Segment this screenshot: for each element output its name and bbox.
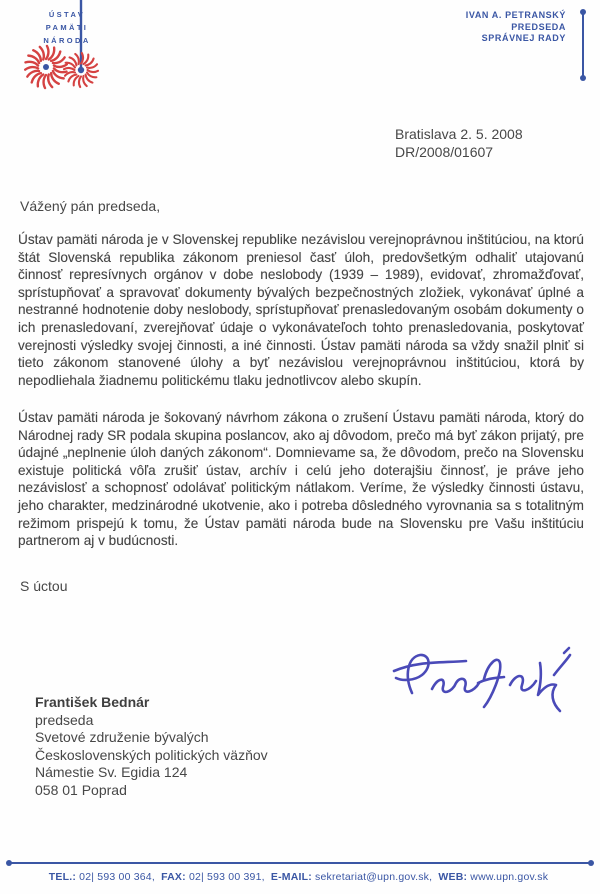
sender-address-block <box>35 694 268 800</box>
letter-paragraph-1: Ústav pamäti národa je v Slovenskej republike nezávislou verejnoprávnou inštitúciou, na ktorú štát Slovenská republika zákonom preniesol časť úloh, predovšetkým odhaliť utajovanú činnosť represívnych orgánov v dobe neslobody (1939 – 1989), evidovať, zhromažďovať, sprístupňovať a spravovať dokumenty bývalých bezpečnostných zložiek, vykonávať úplné a nestranné hodnotenie doby neslobody, sprístupňovať prenasledovaným osobám dokumenty o ich prenasledovaní, zverejňovať údaje o vykonávateľoch tohto prenasledovania, poskytovať verejnosti výsledky svojej činnosti, a iné činnosti. Ústav pamäti národa sa vždy snažil plniť si tieto zákonom stanovené úlohy a byť nezávislou verejnoprávnou inštitúciou, ktorá by nepodliehala žiadnemu politickému tlaku jednotlivcov alebo skupín. <box>18 232 584 388</box>
sender-line: Československých politických väzňov <box>35 746 268 763</box>
header-vertical-rule <box>582 12 584 78</box>
reference-number: DR/2008/01607 <box>395 143 494 160</box>
web-value: www.upn.gov.sk <box>470 871 549 883</box>
rule-dot-bottom <box>580 75 586 81</box>
letter-paragraph-2: Ústav pamäti národa je šokovaný návrhom zákona o zrušení Ústavu pamäti národa, ktorý do Národnej rady SR podala skupina poslancov, ako aj dôvodom, prečo má byť zákon prijatý, pre údajné „neplnenie úloh daných zákonom“. Domnievame sa, že dôvodom, prečo na Slovensku existuje politická vôľa zrušiť ústav, archív i celú jeho doterajšiu činnosť, je práve jeho nezávislosť a schopnosť odolávať politickým nátlakom. Veríme, že výsledky činnosti ústavu, jeho charakter, medzinárodné ukotvenie, ako i potreba dôsledného vyrovnania sa s totalitným režimom prispejú k tomu, že Ústav pamäti národa bude na Slovensku pre Vašu inštitúciu partnerom aj v budúcnosti. <box>18 410 584 549</box>
header-officer-block <box>466 10 566 45</box>
logo-wordmark <box>42 8 92 47</box>
dateline <box>395 126 523 161</box>
sender-line: Námestie Sv. Egidia 124 <box>35 764 188 781</box>
fax-value: 02| 593 00 391, <box>188 871 265 883</box>
logo-line-2: PAMÄTI <box>45 23 89 32</box>
footer-contact-line <box>0 871 600 883</box>
email-value: sekretariat@upn.gov.sk, <box>315 871 433 883</box>
logo-line-1: ÚSTAV <box>48 10 86 19</box>
tel-value: 02| 593 00 364, <box>79 871 155 883</box>
officer-title: PREDSEDA <box>511 21 566 32</box>
web-label: WEB: <box>438 871 468 883</box>
sender-line: Svetové združenie bývalých <box>35 729 209 746</box>
closing-phrase: S úctou <box>20 578 68 594</box>
officer-org: SPRÁVNEJ RADY <box>481 33 566 43</box>
logo-line-3: NÁRODA <box>43 36 91 45</box>
footer-rule <box>8 862 592 864</box>
officer-name: IVAN A. PETRANSKÝ <box>465 10 566 20</box>
sender-line: predseda <box>35 711 94 728</box>
sender-name: František Bednár <box>35 694 150 710</box>
upn-logo <box>20 0 140 110</box>
email-label: E-MAIL: <box>270 871 312 883</box>
footer-rule-dot-right <box>588 860 594 866</box>
place-and-date: Bratislava 2. 5. 2008 <box>395 126 523 142</box>
rule-dot-top <box>580 9 586 15</box>
footer-rule-dot-left <box>6 860 12 866</box>
salutation: Vážený pán predseda, <box>20 198 161 214</box>
sender-line: 058 01 Poprad <box>35 781 127 798</box>
tel-label: TEL.: <box>48 871 77 883</box>
fax-label: FAX: <box>161 871 186 883</box>
handwritten-signature-icon <box>388 645 578 725</box>
